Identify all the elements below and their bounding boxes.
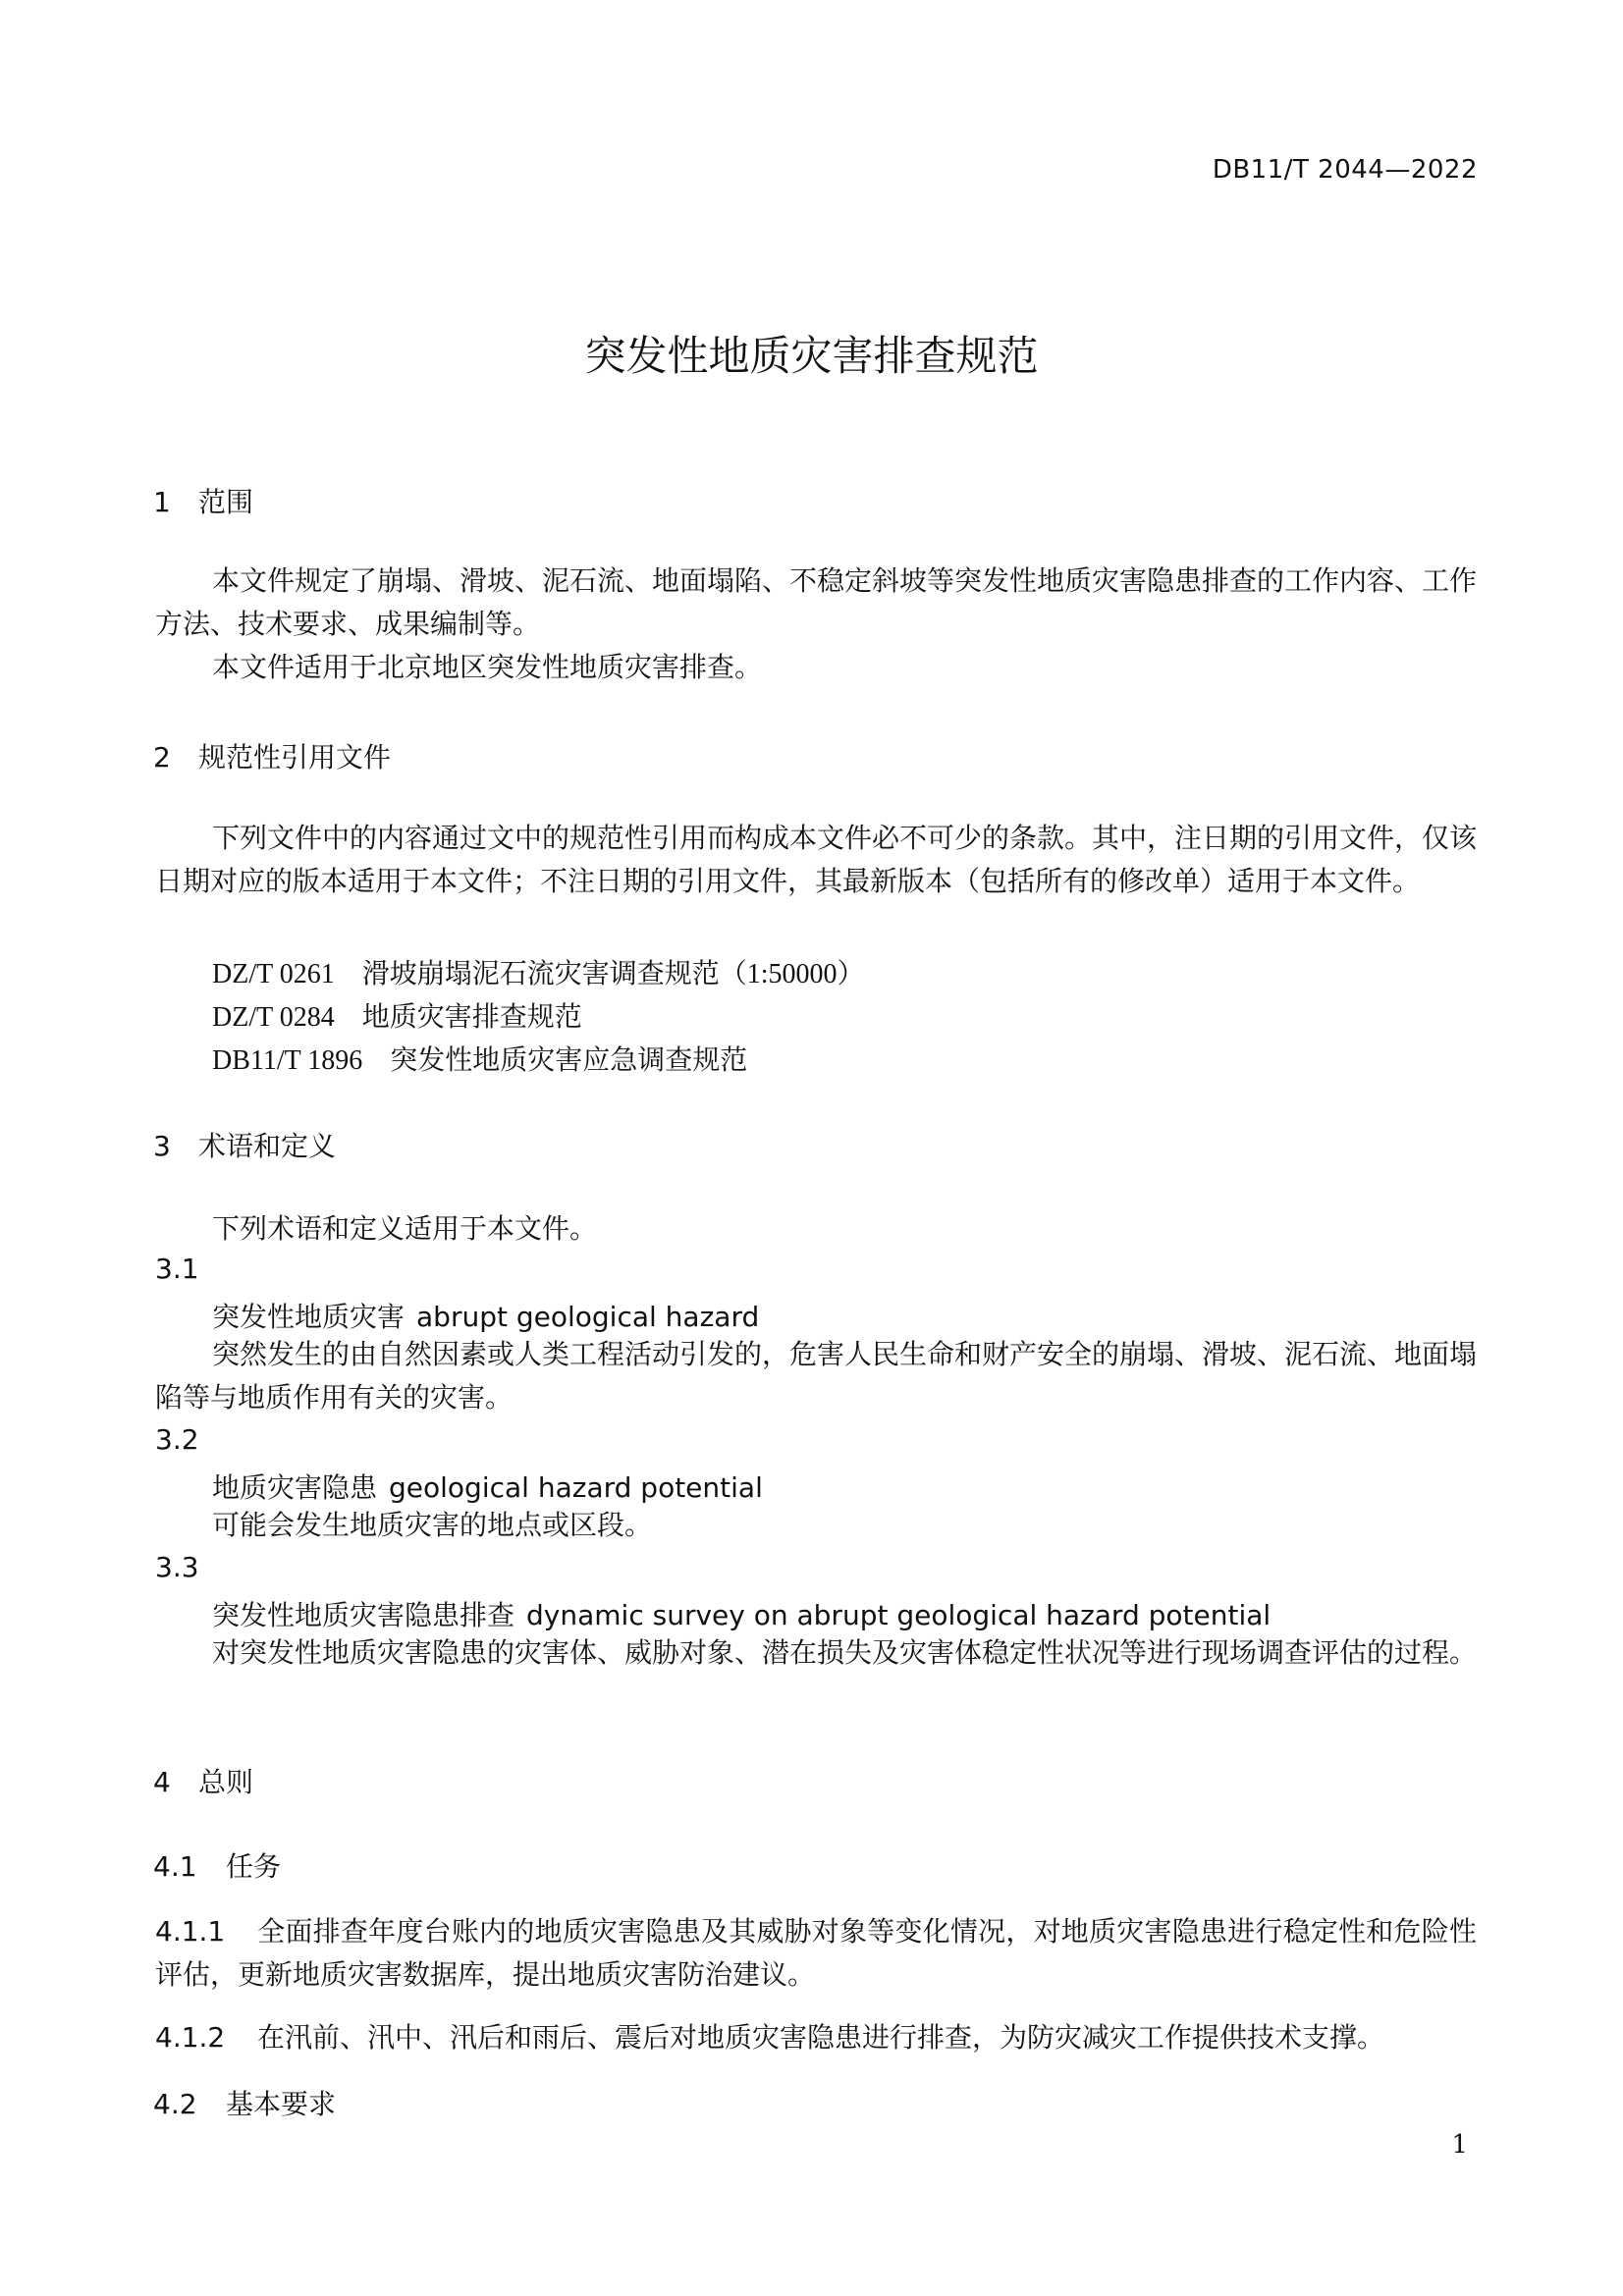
section-4-heading bbox=[153, 1761, 253, 1800]
section-number: 2 bbox=[153, 741, 171, 774]
document-title: 突发性地质灾害排查规范 bbox=[584, 332, 1039, 380]
section-1-heading bbox=[153, 481, 253, 520]
section-title: 术语和定义 bbox=[198, 1130, 337, 1162]
term-zh: 突发性地质灾害隐患排查 bbox=[212, 1599, 515, 1631]
clause-4-1-2 bbox=[155, 2016, 1477, 2059]
clause-text: 在汛前、汛中、汛后和雨后、震后对地质灾害隐患进行排查，为防灾减灾工作提供技术支撑。 bbox=[257, 2021, 1385, 2054]
section-1-paragraph-1: 本文件规定了崩塌、滑坡、泥石流、地面塌陷、不稳定斜坡等突发性地质灾害隐患排查的工作内容、工作方法、技术要求、成果编制等。 bbox=[155, 564, 1478, 640]
section-2-heading bbox=[153, 736, 391, 775]
term-en: geological hazard potential bbox=[389, 1471, 763, 1504]
clause-text: 全面排查年度台账内的地质灾害隐患及其威胁对象等变化情况，对地质灾害隐患进行稳定性和危险性评估，更新地质灾害数据库，提出地质灾害防治建议。 bbox=[155, 1915, 1477, 1991]
reference-item bbox=[212, 952, 864, 991]
section-3-intro: 下列术语和定义适用于本文件。 bbox=[212, 1212, 598, 1245]
term-number: 3.3 bbox=[155, 1551, 199, 1583]
reference-code: DZ/T 0284 bbox=[212, 1002, 335, 1033]
reference-title: 突发性地质灾害应急调查规范 bbox=[390, 1045, 748, 1076]
term-heading bbox=[212, 1467, 763, 1506]
term-definition: 可能会发生地质灾害的地点或区段。 bbox=[212, 1509, 653, 1541]
reference-code: DB11/T 1896 bbox=[212, 1045, 363, 1076]
reference-code: DZ/T 0261 bbox=[212, 959, 335, 989]
section-title: 规范性引用文件 bbox=[198, 741, 392, 774]
term-definition: 突然发生的由自然因素或人类工程活动引发的，危害人民生命和财产安全的崩塌、滑坡、泥石流、地面塌陷等与地质作用有关的灾害。 bbox=[155, 1338, 1478, 1414]
reference-title: 滑坡崩塌泥石流灾害调查规范（1:50000） bbox=[361, 959, 865, 989]
section-title: 范围 bbox=[198, 486, 254, 518]
section-number: 3 bbox=[153, 1130, 171, 1162]
clause-number: 4.1.2 bbox=[155, 2021, 226, 2054]
term-number: 3.1 bbox=[155, 1253, 199, 1285]
section-3-heading bbox=[153, 1125, 336, 1164]
subsection-number: 4.1 bbox=[153, 1850, 197, 1883]
subsection-number: 4.2 bbox=[153, 2088, 197, 2120]
subsection-title: 任务 bbox=[226, 1850, 282, 1883]
section-title: 总则 bbox=[198, 1766, 254, 1798]
term-en: dynamic survey on abrupt geological hazard potential bbox=[526, 1599, 1271, 1631]
section-2-paragraph-1: 下列文件中的内容通过文中的规范性引用而构成本文件必不可少的条款。其中，注日期的引用文件，仅该日期对应的版本适用于本文件；不注日期的引用文件，其最新版本（包括所有的修改单）适用于本文件。 bbox=[155, 822, 1478, 897]
page-number: 1 bbox=[1451, 2130, 1468, 2160]
section-number: 4 bbox=[153, 1766, 171, 1798]
term-number: 3.2 bbox=[155, 1423, 199, 1456]
standard-code: DB11/T 2044—2022 bbox=[1212, 155, 1478, 185]
reference-title: 地质灾害排查规范 bbox=[361, 1002, 582, 1033]
term-definition: 对突发性地质灾害隐患的灾害体、威胁对象、潜在损失及灾害体稳定性状况等进行现场调查评估的过程。 bbox=[212, 1636, 1478, 1669]
clause-number: 4.1.1 bbox=[155, 1915, 226, 1948]
reference-item bbox=[212, 995, 582, 1035]
reference-item bbox=[212, 1039, 747, 1078]
term-heading bbox=[212, 1594, 1271, 1633]
section-number: 1 bbox=[153, 486, 171, 518]
term-zh: 突发性地质灾害 bbox=[212, 1301, 406, 1333]
section-1-paragraph-2: 本文件适用于北京地区突发性地质灾害排查。 bbox=[212, 651, 763, 683]
term-zh: 地质灾害隐患 bbox=[212, 1471, 378, 1504]
subsection-title: 基本要求 bbox=[226, 2088, 337, 2120]
subsection-4-2-heading bbox=[153, 2083, 336, 2122]
term-en: abrupt geological hazard bbox=[416, 1301, 760, 1333]
clause-4-1-1 bbox=[155, 1910, 1477, 1997]
subsection-4-1-heading bbox=[153, 1845, 281, 1885]
term-heading bbox=[212, 1296, 759, 1335]
